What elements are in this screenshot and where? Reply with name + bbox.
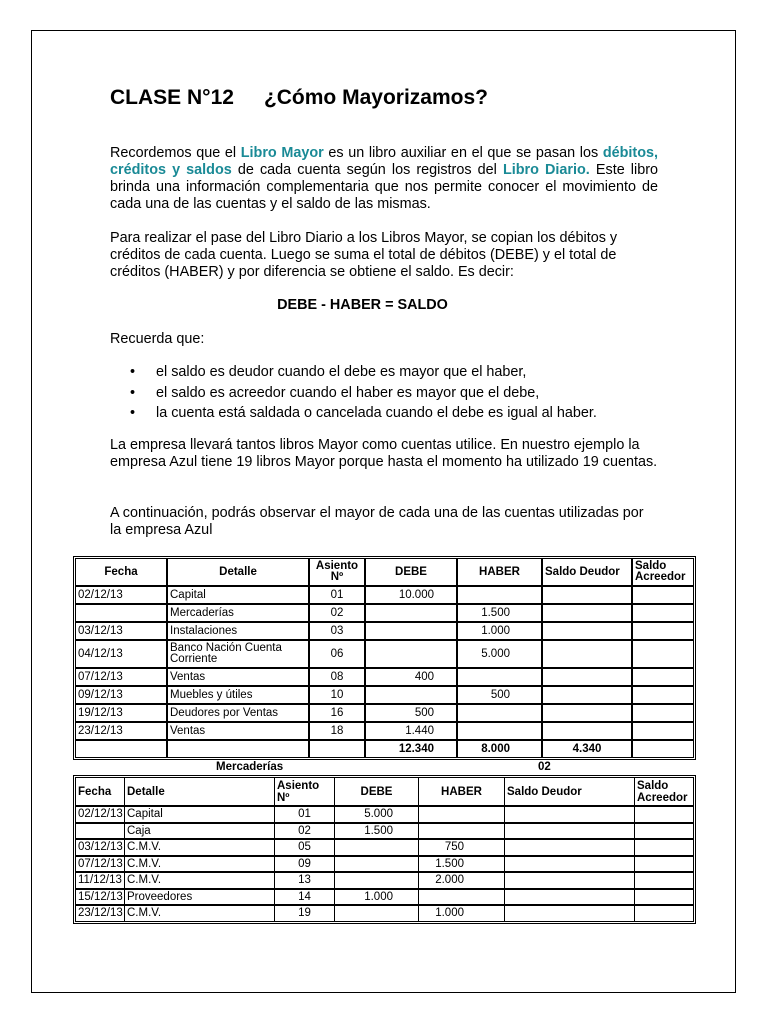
table-row	[76, 822, 693, 839]
cell-fecha: 11/12/13	[76, 871, 124, 888]
cell-haber: 2.000	[418, 871, 504, 888]
cell-fecha: 09/12/13	[76, 685, 166, 703]
cell-asiento: 08	[308, 667, 364, 685]
header-debe: DEBE	[334, 778, 418, 805]
cell-debe: 500	[364, 703, 456, 721]
cell-haber	[456, 667, 541, 685]
cell-fecha: 07/12/13	[76, 667, 166, 685]
cell-saldo-deudor	[504, 805, 634, 822]
table-header-row	[76, 778, 693, 805]
cell-debe	[334, 855, 418, 872]
cell-haber: 1.000	[418, 904, 504, 921]
page-title: CLASE N°12 ¿Cómo Mayorizamos?	[110, 86, 488, 109]
cell-detalle: Ventas	[166, 667, 308, 685]
cell-fecha: 03/12/13	[76, 621, 166, 639]
table-row	[76, 904, 693, 921]
list-item: • el saldo es deudor cuando el debe es mayor que el haber,	[110, 362, 670, 383]
header-saldo-deudor: Saldo Deudor	[541, 559, 631, 585]
cell-debe: 1.500	[334, 822, 418, 839]
cell-haber: 500	[456, 685, 541, 703]
cell-fecha: 23/12/13	[76, 904, 124, 921]
cell-asiento: 18	[308, 721, 364, 739]
libro-mayor-term: Libro Mayor	[240, 145, 324, 161]
cell-fecha	[76, 603, 166, 621]
cell-asiento: 09	[274, 855, 334, 872]
cell-haber: 1.000	[456, 621, 541, 639]
total-saldo-deudor: 4.340	[541, 739, 631, 757]
cell-debe	[364, 621, 456, 639]
cell-debe: 5.000	[334, 805, 418, 822]
table-row	[76, 805, 693, 822]
cell-detalle: Instalaciones	[166, 621, 308, 639]
cell-saldo-deudor	[541, 585, 631, 603]
cell-fecha: 23/12/13	[76, 721, 166, 739]
cell-saldo-acreedor	[631, 639, 693, 667]
cell-saldo-acreedor	[631, 703, 693, 721]
cell-asiento: 10	[308, 685, 364, 703]
rules-list	[110, 362, 670, 424]
header-fecha: Fecha	[104, 565, 138, 578]
debitos-creditos-term: débitos, créditos y saldos	[110, 145, 658, 178]
cell-saldo-deudor	[504, 838, 634, 855]
cell-detalle: Capital	[166, 585, 308, 603]
cell-saldo-acreedor	[631, 685, 693, 703]
cell-saldo-acreedor	[631, 603, 693, 621]
table-row	[76, 603, 693, 621]
header-haber: HABER	[418, 778, 504, 805]
list-item: • la cuenta está saldada o cancelada cuando el debe es igual al haber.	[110, 403, 670, 424]
cell-saldo-acreedor	[634, 871, 693, 888]
header-asiento: Asiento Nº	[308, 559, 364, 585]
cell-detalle: Mercaderías	[166, 603, 308, 621]
cell-asiento: 01	[308, 585, 364, 603]
header-saldo-deudor: Saldo Deudor	[504, 778, 634, 805]
cell-detalle: Capital	[124, 805, 274, 822]
cell-asiento: 13	[274, 871, 334, 888]
header-haber: HABER	[456, 559, 541, 585]
list-item: • el saldo es acreedor cuando el haber es mayor que el debe,	[110, 383, 670, 404]
cell-detalle: C.M.V.	[124, 904, 274, 921]
cell-haber	[456, 585, 541, 603]
libro-diario-term: Libro Diario.	[502, 162, 590, 178]
cell-asiento: 06	[308, 639, 364, 667]
saldo-formula: DEBE - HABER = SALDO	[277, 297, 448, 313]
cell-detalle: C.M.V.	[124, 871, 274, 888]
cell-debe: 1.440	[364, 721, 456, 739]
cell-fecha: 02/12/13	[76, 805, 124, 822]
cell-detalle: Deudores por Ventas	[166, 703, 308, 721]
cell-debe	[364, 603, 456, 621]
cell-haber: 750	[418, 838, 504, 855]
ledger-table-2	[73, 775, 696, 924]
cell-fecha: 15/12/13	[76, 888, 124, 905]
total-debe: 12.340	[364, 739, 456, 757]
cell-debe: 400	[364, 667, 456, 685]
cell-asiento: 02	[308, 603, 364, 621]
cell-saldo-deudor	[504, 888, 634, 905]
procedure-paragraph: Para realizar el pase del Libro Diario a los Libros Mayor, se copian los débitos y créditos de cada cuenta. Luego se suma el total de débitos (DEBE) y el total de créditos (HABER) y por diferencia se obtiene el saldo. Es decir:	[110, 230, 618, 280]
cell-saldo-deudor	[504, 871, 634, 888]
ledger-2-account-name: Mercaderías	[216, 761, 284, 773]
cell-fecha: 04/12/13	[76, 639, 166, 667]
cell-detalle: Ventas	[166, 721, 308, 739]
cell-haber: 1.500	[418, 855, 504, 872]
cell-debe	[334, 904, 418, 921]
continuation-paragraph: A continuación, podrás observar el mayor de cada una de las cuentas utilizadas por la empresa Azul	[110, 505, 644, 538]
cell-haber	[418, 805, 504, 822]
cell-asiento: 01	[274, 805, 334, 822]
cell-asiento: 14	[274, 888, 334, 905]
table-row	[76, 639, 693, 667]
cell-detalle: Proveedores	[124, 888, 274, 905]
table-row	[76, 888, 693, 905]
cell-debe	[334, 871, 418, 888]
cell-haber	[418, 888, 504, 905]
header-detalle: Detalle	[124, 778, 274, 805]
cell-haber: 5.000	[456, 639, 541, 667]
cell-fecha: 07/12/13	[76, 855, 124, 872]
cell-saldo-acreedor	[634, 838, 693, 855]
cell-fecha: 02/12/13	[76, 585, 166, 603]
cell-asiento: 03	[308, 621, 364, 639]
table-row	[76, 871, 693, 888]
cell-detalle: Caja	[124, 822, 274, 839]
cell-saldo-acreedor	[634, 888, 693, 905]
cell-debe	[334, 838, 418, 855]
cell-asiento: 16	[308, 703, 364, 721]
cell-detalle: C.M.V.	[124, 855, 274, 872]
header-fecha: Fecha	[78, 785, 112, 798]
header-detalle: Detalle	[166, 559, 308, 585]
cell-haber	[418, 822, 504, 839]
cell-saldo-deudor	[541, 603, 631, 621]
cell-saldo-deudor	[504, 855, 634, 872]
totals-row	[76, 739, 693, 757]
cell-debe	[364, 639, 456, 667]
cell-detalle: C.M.V.	[124, 838, 274, 855]
cell-saldo-acreedor	[631, 621, 693, 639]
remember-label: Recuerda que:	[110, 331, 205, 347]
table-row	[76, 838, 693, 855]
table-row	[76, 721, 693, 739]
table-row	[76, 585, 693, 603]
table-row	[76, 703, 693, 721]
header-asiento: Asiento Nº	[274, 778, 334, 805]
header-saldo-acreedor: Saldo Acreedor	[631, 559, 693, 585]
cell-debe: 1.000	[334, 888, 418, 905]
cell-detalle: Muebles y útiles	[166, 685, 308, 703]
cell-saldo-acreedor	[634, 822, 693, 839]
cell-asiento: 05	[274, 838, 334, 855]
table-row	[76, 667, 693, 685]
ledger-2-account-number: 02	[538, 761, 551, 773]
ledger-table-1	[73, 556, 696, 760]
cell-saldo-deudor	[541, 621, 631, 639]
cell-fecha	[76, 822, 124, 839]
table-row	[76, 685, 693, 703]
header-debe: DEBE	[364, 559, 456, 585]
cell-haber	[456, 721, 541, 739]
cell-saldo-acreedor	[631, 721, 693, 739]
cell-saldo-deudor	[504, 904, 634, 921]
table-header-row	[76, 559, 693, 585]
total-haber: 8.000	[456, 739, 541, 757]
cell-asiento: 19	[274, 904, 334, 921]
cell-asiento: 02	[274, 822, 334, 839]
cell-saldo-acreedor	[631, 585, 693, 603]
cell-debe	[364, 685, 456, 703]
cell-saldo-acreedor	[634, 805, 693, 822]
header-saldo-acreedor: Saldo Acreedor	[634, 778, 693, 805]
intro-paragraph: Recordemos que el Libro Mayor es un libro auxiliar en el que se pasan los débitos, créditos y saldos de cada cuenta según los registros del Libro Diario. Este libro brinda una información complementaria que nos permite conocer el movimiento de cada una de las cuentas y el saldo de las mismas.	[110, 145, 658, 212]
cell-saldo-deudor	[504, 822, 634, 839]
cell-saldo-deudor	[541, 639, 631, 667]
cell-fecha: 03/12/13	[76, 838, 124, 855]
cell-debe: 10.000	[364, 585, 456, 603]
ledger-count-paragraph: La empresa llevará tantos libros Mayor como cuentas utilice. En nuestro ejemplo la empresa Azul tiene 19 libros Mayor porque hasta el momento ha utilizado 19 cuentas.	[110, 437, 658, 470]
cell-saldo-acreedor	[631, 667, 693, 685]
cell-saldo-deudor	[541, 703, 631, 721]
cell-saldo-acreedor	[634, 904, 693, 921]
cell-haber: 1.500	[456, 603, 541, 621]
cell-saldo-deudor	[541, 721, 631, 739]
cell-detalle: Banco Nación Cuenta Corriente	[166, 639, 308, 667]
cell-fecha: 19/12/13	[76, 703, 166, 721]
cell-saldo-deudor	[541, 667, 631, 685]
table-row	[76, 621, 693, 639]
cell-saldo-acreedor	[634, 855, 693, 872]
cell-saldo-deudor	[541, 685, 631, 703]
table-row	[76, 855, 693, 872]
cell-haber	[456, 703, 541, 721]
